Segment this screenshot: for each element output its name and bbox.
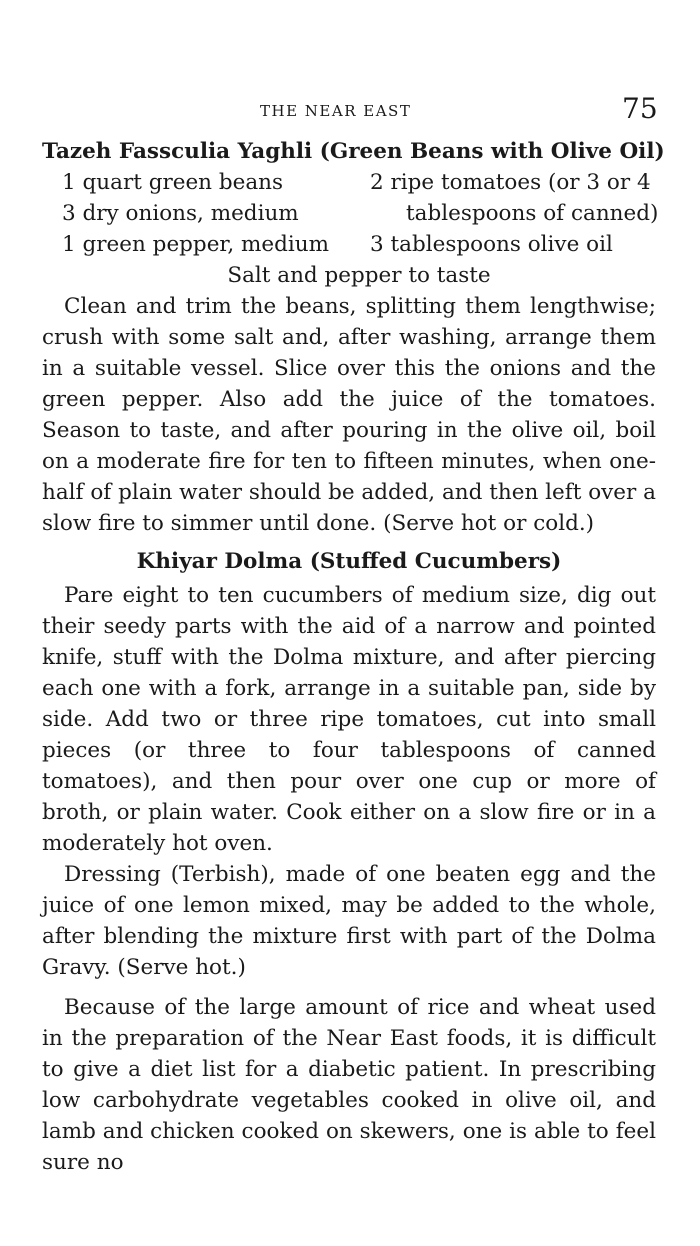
page-content [42,136,665,1178]
recipe-title-green-beans: Tazeh Fassculia Yaghli (Green Beans with Olive Oil) [42,139,665,164]
running-head [0,92,700,126]
ingredient-item: 3 dry onions, medium [62,201,299,226]
paragraph-gap [42,983,656,992]
recipe-dressing-note: Dressing (Terbish), made of one beaten egg and the juice of one lemon mixed, may be added to the whole, after blending the mixture first with part of the Dolma Gravy. (Serve hot.) [42,862,656,980]
ingredient-item: tablespoons of canned) [406,201,659,226]
ingredient-item: 3 tablespoons olive oil [370,232,613,257]
recipe-title-stuffed-cucumbers: Khiyar Dolma (Stuffed Cucumbers) [136,549,562,574]
ingredient-item: 1 quart green beans [62,170,284,195]
recipe-directions-green-beans: Clean and trim the beans, splitting them lengthwise; crush with some salt and, after washing, arrange them in a suitable vessel. Slice over this the onions and the green pepper. Also add the juice of the tomatoes. Season to taste, and after pouring in the olive oil, boil on a moderate fire for ten to fifteen minutes, when one-half of plain water should be added, and then left over a slow fire to simmer until done. (Serve hot or cold.) [42,294,656,536]
recipe-directions-stuffed-cucumbers: Pare eight to ten cucumbers of medium size, dig out their seedy parts with the aid of a narrow and pointed knife, stuff with the Dolma mixture, and after piercing each one with a fork, arrange in a suitable pan, side by side. Add two or three ripe tomatoes, cut into small pieces (or three to four tablespoons of canned tomatoes), and then pour over one cup or more of broth, or plain water. Cook either on a slow fire or in a moderately hot oven. [42,583,656,856]
closing-paragraph: Because of the large amount of rice and wheat used in the preparation of the Near East foods, it is difficult to give a diet list for a diabetic patient. In prescribing low carbohydrate vegetables cooked in olive oil, and lamb and chicken cooked on skewers, one is able to feel sure no [42,995,656,1175]
running-title: THE NEAR EAST [260,102,412,120]
ingredient-item: 1 green pepper, medium [62,232,329,257]
ingredient-seasoning: Salt and pepper to taste [227,263,491,288]
page-number: 75 [622,92,658,125]
ingredient-list [62,167,659,260]
ingredient-item: 2 ripe tomatoes (or 3 or 4 [370,170,651,195]
